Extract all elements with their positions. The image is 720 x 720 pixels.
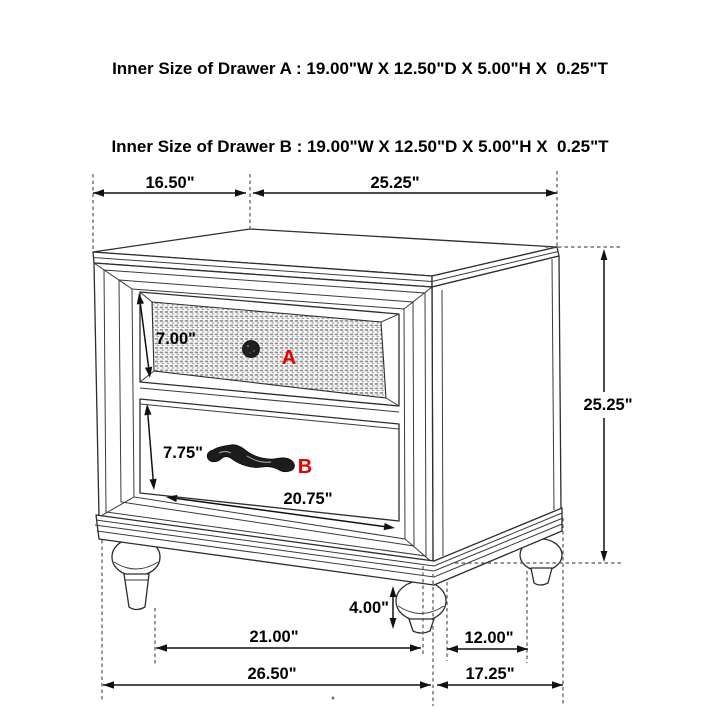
dim-label-top-left-width: 16.50" <box>145 174 195 192</box>
drawer-a-knob <box>243 341 260 358</box>
arrowhead-right-icon <box>420 681 431 689</box>
arrowhead-left-icon <box>437 681 448 689</box>
dim-label-front-leg-spacing: 21.00" <box>249 628 299 646</box>
dim-label-overall-height: 25.25" <box>583 396 633 414</box>
dim-label-drawer-a-height: 7.00" <box>156 330 196 348</box>
arrowhead-left-icon <box>447 645 458 653</box>
dim-side-leg-spacing <box>447 629 528 653</box>
arrowhead-left-icon <box>156 644 167 652</box>
dim-label-drawer-b-width: 20.75" <box>283 490 333 508</box>
dim-overall-depth <box>437 665 563 689</box>
dim-front-leg-spacing <box>156 628 421 652</box>
drawer-a-label: A <box>281 347 297 369</box>
header-specs <box>0 4 720 212</box>
dim-label-overall-depth: 17.25" <box>465 665 515 683</box>
arrowhead-down-icon <box>601 551 608 562</box>
front-left-leg <box>112 538 160 610</box>
dim-leg-height <box>349 586 396 629</box>
dim-overall-height <box>583 249 632 562</box>
dim-label-leg-height: 4.00" <box>349 599 389 617</box>
arrowhead-up-icon <box>601 249 608 260</box>
arrowhead-up-icon <box>390 586 397 597</box>
dim-overall-width <box>103 665 431 689</box>
front-right-leg <box>396 581 446 633</box>
drawer-b-spec-text: Inner Size of Drawer B : 19.00"W X 12.50"D X 5.00"H X 0.25"T <box>111 137 609 156</box>
drawer-b-label: B <box>297 456 313 478</box>
dim-label-top-right-depth: 25.25" <box>370 174 420 192</box>
dim-label-side-leg-spacing: 12.00" <box>464 629 514 647</box>
arrowhead-right-icon <box>552 681 563 689</box>
dim-label-overall-width: 26.50" <box>247 665 297 683</box>
arrowhead-left-icon <box>103 681 114 689</box>
arrowhead-right-icon <box>410 644 421 652</box>
arrowhead-right-icon <box>517 645 528 653</box>
dim-label-drawer-b-height: 7.75" <box>163 444 203 462</box>
arrowhead-down-icon <box>390 618 397 629</box>
drawer-a-spec-text: Inner Size of Drawer A : 19.00"W X 12.50"D X 5.00"H X 0.25"T <box>112 59 608 78</box>
nightstand-drawing <box>93 229 563 633</box>
stray-dot <box>332 697 335 700</box>
